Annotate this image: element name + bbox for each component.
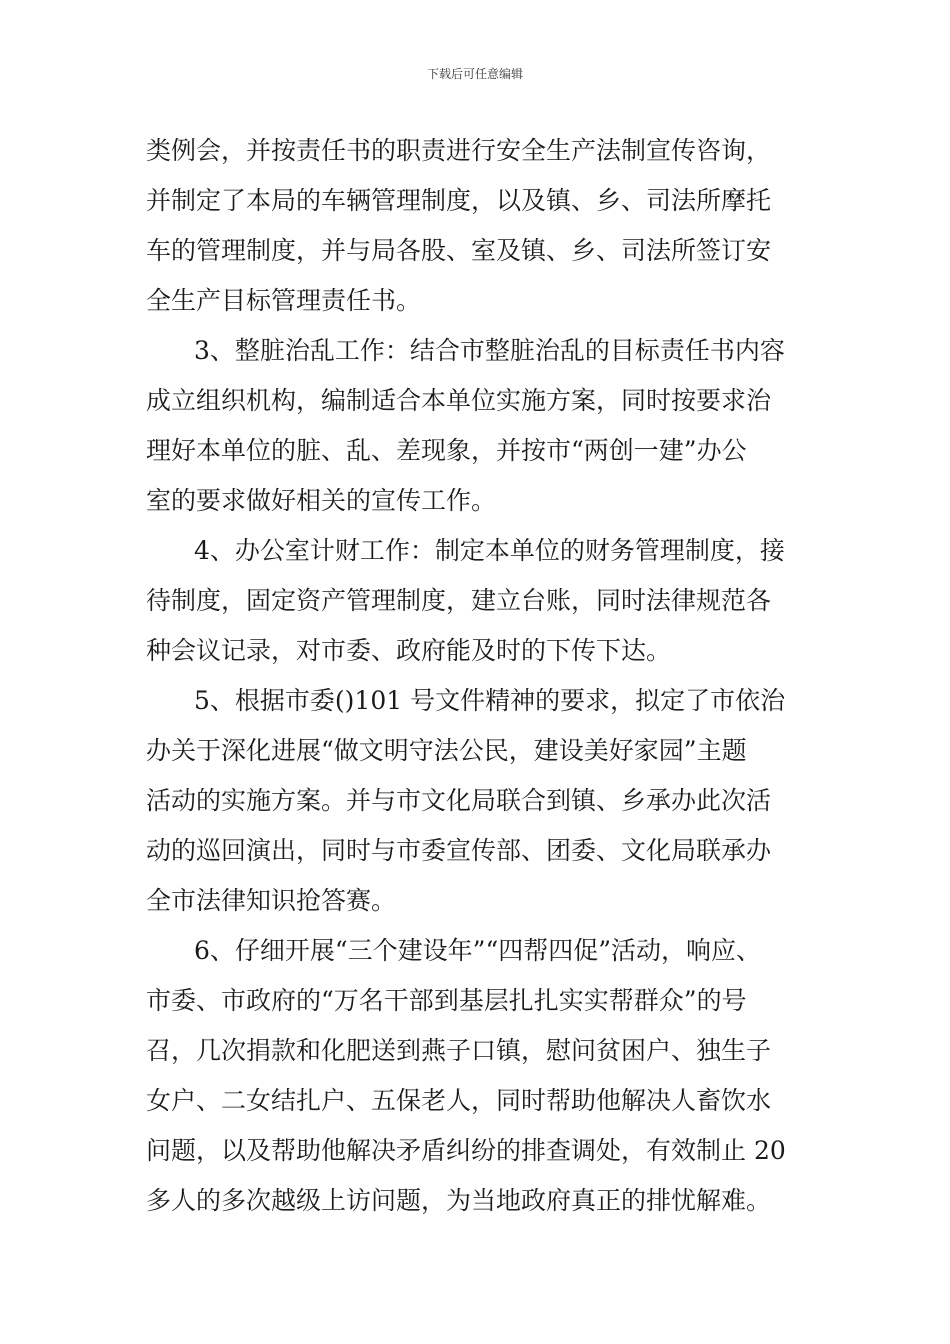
text-line: 动的巡回演出，同时与市委宣传部、团委、文化局联承办 — [146, 836, 772, 865]
text-line: 理好本单位的脏、乱、差现象，并按市“两创一建”办公 — [146, 436, 747, 465]
text-line: 车的管理制度，并与局各股、室及镇、乡、司法所签订安 — [146, 236, 772, 265]
text-line: 种会议记录，对市委、政府能及时的下传下达。 — [146, 636, 672, 665]
document-body — [146, 126, 812, 1226]
text-line: 待制度，固定资产管理制度，建立台账，同时法律规范各 — [146, 586, 772, 615]
text-line: 室的要求做好相关的宣传工作。 — [146, 486, 497, 515]
paragraph-4-first-line: 4、办公室计财工作：制定本单位的财务管理制度，接 — [194, 536, 785, 565]
paragraph-3-first-line: 3、整脏治乱工作：结合市整脏治乱的目标责任书内容 — [194, 336, 785, 365]
text-line: 类例会，并按责任书的职责进行安全生产法制宣传咨询， — [146, 136, 772, 165]
text-line: 并制定了本局的车辆管理制度，以及镇、乡、司法所摩托 — [146, 186, 772, 215]
text-line: 女户、二女结扎户、五保老人，同时帮助他解决人畜饮水 — [146, 1086, 772, 1115]
text-line: 活动的实施方案。并与市文化局联合到镇、乡承办此次活 — [146, 786, 772, 815]
text-line: 召，几次捐款和化肥送到燕子口镇，慰问贫困户、独生子 — [146, 1036, 772, 1065]
text-line: 多人的多次越级上访问题，为当地政府真正的排忧解难。 — [146, 1186, 772, 1215]
text-line: 市委、市政府的“万名干部到基层扎扎实实帮群众”的号 — [146, 986, 747, 1015]
text-line: 全生产目标管理责任书。 — [146, 286, 422, 315]
page-header: 下载后可任意编辑 — [426, 67, 523, 81]
text-line: 成立组织机构，编制适合本单位实施方案，同时按要求治 — [146, 386, 772, 415]
paragraph-6-first-line: 6、仔细开展“三个建设年”“四帮四促”活动，响应、 — [194, 936, 762, 965]
paragraph-5-first-line: 5、根据市委()101 号文件精神的要求，拟定了市依治 — [194, 686, 786, 715]
text-line: 全市法律知识抢答赛。 — [146, 886, 397, 915]
text-line: 办关于深化进展“做文明守法公民，建设美好家园”主题 — [146, 736, 747, 765]
text-line: 问题，以及帮助他解决矛盾纠纷的排查调处，有效制止 20 — [146, 1136, 786, 1165]
